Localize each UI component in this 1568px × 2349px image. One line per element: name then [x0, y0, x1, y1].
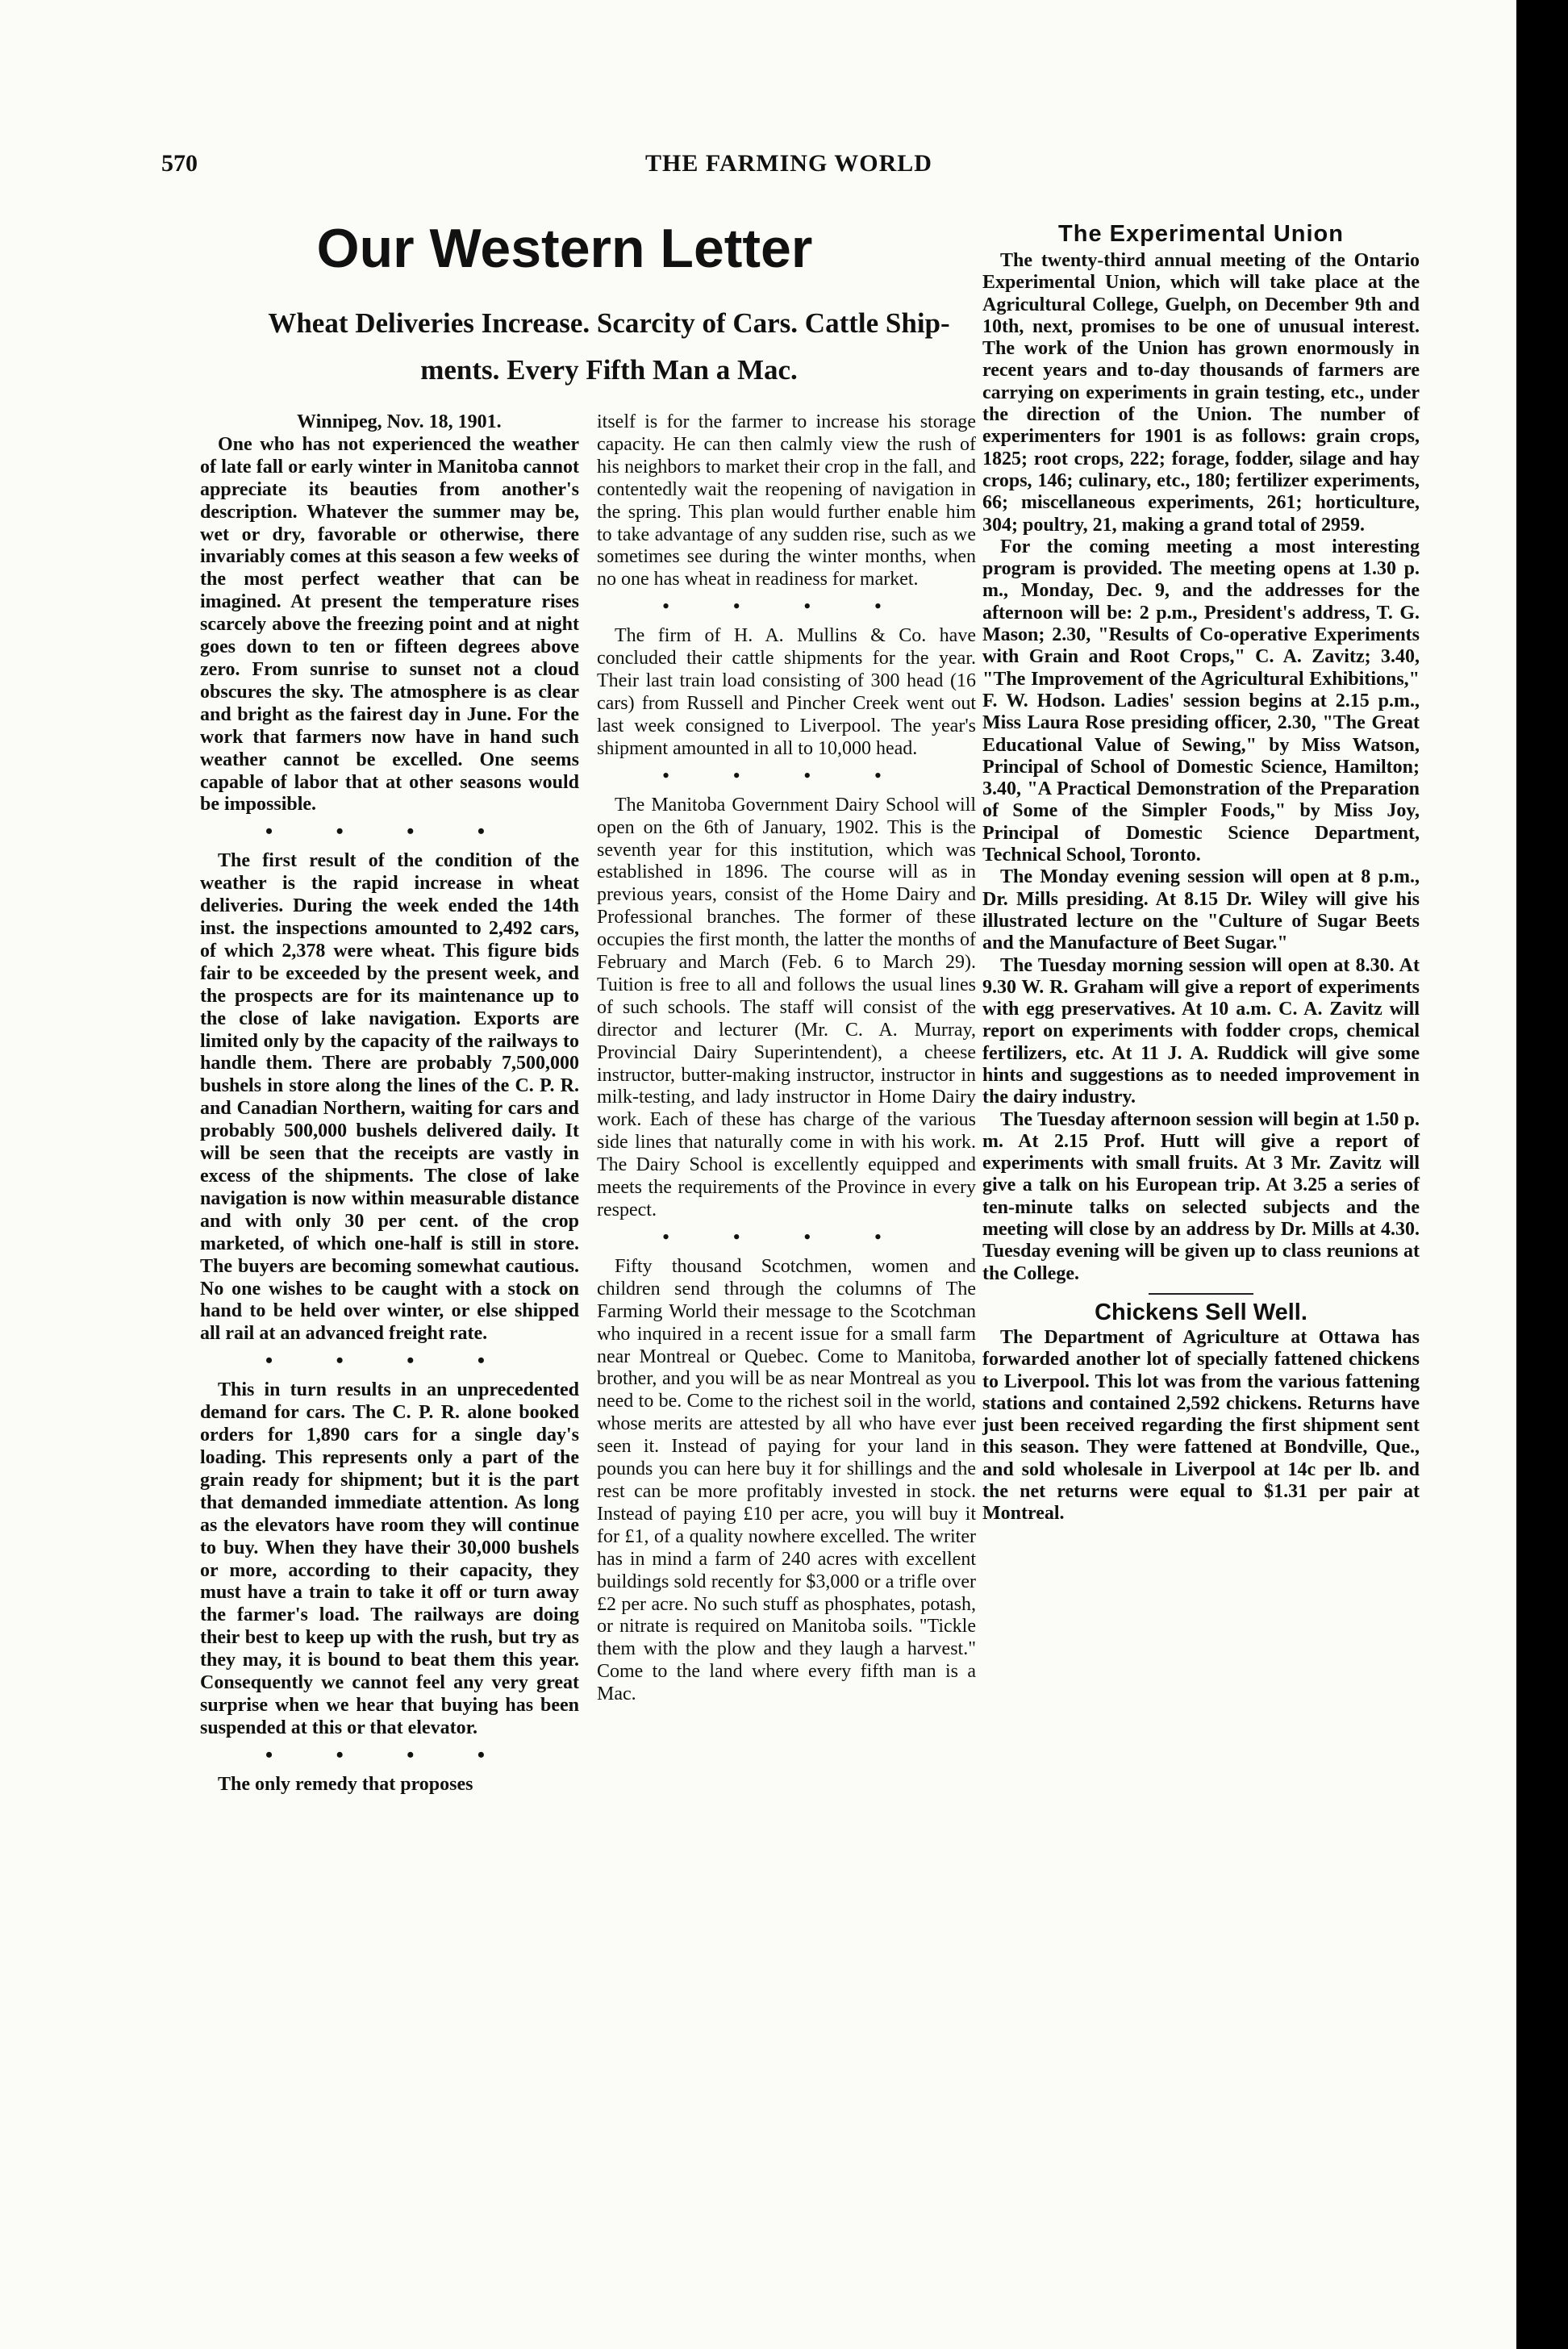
section-divider: [1149, 1293, 1253, 1295]
subtitle-line-1: Wheat Deliveries Increase. Scarcity of Cars. Cattle Ship-: [268, 307, 950, 339]
paragraph: The first result of the condition of the weather is the rapid increase in wheat deliveries. During the week ended the 14th inst. the inspections amounted to 2,492 cars, of which 2,378 were wheat. This figure bids fair to be exceeded by the present week, and the prospects are for its maintenance up to the close of lake navigation. Exports are limited only by the capacity of the railways to handle them. There are probably 7,500,000 bushels in store along the lines of the C. P. R. and Canadian Northern, waiting for cars and probably 500,000 bushels delivered daily. It will be seen that the receipts are vastly in excess of the shipments. The close of lake navigation is now within measurable distance and with only 30 per cent. of the crop marketed, of which one-half is still in store. The buyers are becoming somewhat cautious. No one wishes to be caught with a stock on hand to be held over winter, or else shipped all rail at an advanced freight rate.: [200, 850, 579, 1345]
paragraph: One who has not experienced the weather of late fall or early winter in Manitoba cannot appreciate its beauties from another's description. Whatever the summer may be, wet or dry, favorable or otherwise, there invariably comes at this season a few weeks of the most perfect weather that can be imagined. At present the temperature rises scarcely above the freezing point and at night goes down to ten or fifteen degrees above zero. From sunrise to sunset not a cloud obscures the sky. The atmosphere is as clear and bright as the fairest day in June. For the work that farmers now have in hand such weather cannot be excelled. One seems capable of labor that at other seasons would be impossible.: [200, 433, 579, 816]
paragraph: The Monday evening session will open at 8 p.m., Dr. Mills presiding. At 8.15 Dr. Wiley will give his illustrated lecture on the "Culture of Sugar Beets and the Manufacture of Beet Sugar.": [982, 866, 1420, 954]
column-1: [200, 411, 579, 1796]
page-number: 570: [161, 150, 198, 177]
paragraph: The only remedy that proposes: [218, 1773, 473, 1795]
section-separator: • • • •: [662, 763, 911, 787]
section-separator: • • • •: [265, 820, 514, 844]
paragraph: The Department of Agriculture at Ottawa has forwarded another lot of specially fattened chickens to Liverpool. This lot was from the various fattening stations and contained 2,592 chickens. Returns have just been received regarding the first shipment sent this season. They were fattened at Bondville, Que., and sold wholesale in Liverpool at 14c per lb. and the net returns were equal to $1.31 per pair at Montreal.: [982, 1326, 1420, 1525]
paragraph: Fifty thousand Scotchmen, women and children send through the columns of The Farming World their message to the Scotchman who inquired in a recent issue for a small farm near Montreal or Quebec. Come to Manitoba, brother, and you will be as near Montreal as you need to be. Come to the richest soil in the world, whose merits are attested by all who have ever seen it. Instead of paying for your land in pounds you can here buy it for shillings and the rest can be more profitably invested in stock. Instead of paying £10 per acre, you will buy it for £1, of a quality nowhere excelled. The writer has in mind a farm of 240 acres with excellent buildings sold recently for $3,000 or a trifle over £2 per acre. No such stuff as phosphates, potash, or nitrate is required on Manitoba soils. "Tickle them with the plow and they laugh a harvest." Come to the land where every fifth man is a Mac.: [597, 1255, 976, 1705]
section-title-chickens: Chickens Sell Well.: [1095, 1299, 1307, 1325]
section-title-experimental-union: The Experimental Union: [1058, 221, 1344, 247]
section-separator: • • • •: [662, 1225, 911, 1249]
section-separator: • • • •: [662, 595, 911, 619]
column-3: [982, 218, 1420, 1525]
subtitle-line-2: ments. Every Fifth Man a Mac.: [420, 354, 798, 386]
paragraph: The Tuesday morning session will open at 8.30. At 9.30 W. R. Graham will give a report of experiments with egg preservatives. At 10 a.m. C. A. Zavitz will report on experiments with fodder crops, chemical fertilizers, etc. At 11 J. A. Ruddick will give some hints and suggestions as to needed improvement in the dairy industry.: [982, 954, 1420, 1108]
paragraph: The firm of H. A. Mullins & Co. have concluded their cattle shipments for the year. Their last train load consisting of 300 head (16 cars) from Russell and Pincher Creek went out last week consigned to Liverpool. The year's shipment amounted in all to 10,000 head.: [597, 625, 976, 759]
paragraph: The Manitoba Government Dairy School will open on the 6th of January, 1902. This is the seventh year for this institution, which was established in 1896. The course will as in previous years, consist of the Home Dairy and Professional branches. The former of these occupies the first month, the latter the months of February and March (Feb. 6 to March 29). Tuition is free to all and follows the usual lines of such schools. The staff will consist of the director and lecturer (Mr. C. A. Murray, Provincial Dairy Superintendent), a cheese instructor, butter-making instructor, instructor in milk-testing, and lady instructor in Home Dairy work. Each of these has charge of the various side lines that naturally come in with his work. The Dairy School is excellently equipped and meets the requirements of the Province in every respect.: [597, 794, 976, 1220]
journal-title: THE FARMING WORLD: [645, 150, 932, 177]
article-title: Our Western Letter: [316, 218, 813, 279]
section-separator: • • • •: [265, 1742, 514, 1767]
paragraph: The Tuesday afternoon session will begin at 1.50 p. m. At 2.15 Prof. Hutt will give a report of experiments with small fruits. At 3 Mr. Zavitz will give a talk on his European trip. At 3.25 a series of ten-minute talks on selected subjects and the meeting will close by an address by Dr. Mills at 4.30. Tuesday evening will be given up to class reunions at the College.: [982, 1108, 1420, 1284]
section-separator: • • • •: [265, 1349, 514, 1373]
paragraph: This in turn results in an unprecedented demand for cars. The C. P. R. alone booked orders for 1,890 cars for a single day's loading. This represents only a part of the grain ready for shipment; but it is the part that demanded immediate attention. As long as the elevators have room they will continue to buy. When they have their 30,000 bushels or more, according to their capacity, they must have a train to take it off or turn away the farmer's load. The railways are doing their best to keep up with the rush, but try as they may, it is bound to beat them this year. Consequently we cannot feel any very great surprise when we hear that buying has been suspended at this or that elevator.: [200, 1379, 579, 1738]
article-subtitle: [206, 300, 1012, 394]
paragraph: The twenty-third annual meeting of the Ontario Experimental Union, which will take place at the Agricultural College, Guelph, on December 9th and 10th, next, promises to be one of unusual interest. The work of the Union has grown enormously in recent years and to-day thousands of farmers are carrying on experiments in grain testing, etc., under the direction of the Union. The number of experimenters for 1901 is as follows: grain crops, 1825; root crops, 222; forage, fodder, silage and hay crops, 146; culinary, etc., 180; fertilizer experiments, 66; miscellaneous experiments, 261; horticulture, 304; poultry, 21, making a grand total of 2959.: [982, 250, 1420, 536]
paragraph: itself is for the farmer to increase his storage capacity. He can then calmly view the rush of his neighbors to market their crop in the fall, and contentedly wait the reopening of navigation in the spring. This plan would further enable him to take advantage of any sudden rise, such as we sometimes see during the winter months, when no one has wheat in readiness for market.: [597, 411, 976, 590]
dateline: Winnipeg, Nov. 18, 1901.: [297, 411, 502, 432]
column-2: [597, 411, 976, 1706]
paragraph: For the coming meeting a most interesting program is provided. The meeting opens at 1.30 p. m., Monday, Dec. 9, and the addresses for the afternoon will be: 2 p.m., President's address, T. G. Mason; 2.30, "Results of Co-operative Experiments with Grain and Root Crops," C. A. Zavitz; 3.40, "The Improvement of the Agricultural Exhibitions," F. W. Hodson. Ladies' session begins at 2.15 p.m., Miss Laura Rose presiding officer, 2.30, "The Great Educational Value of Sewing," by Miss Watson, Principal of School of Domestic Science, Hamilton; 3.40, "A Practical Demonstration of the Preparation of Some of the Simpler Foods," by Miss Joy, Principal of Domestic Science Department, Technical School, Toronto.: [982, 536, 1420, 866]
page-header: [161, 150, 1081, 190]
